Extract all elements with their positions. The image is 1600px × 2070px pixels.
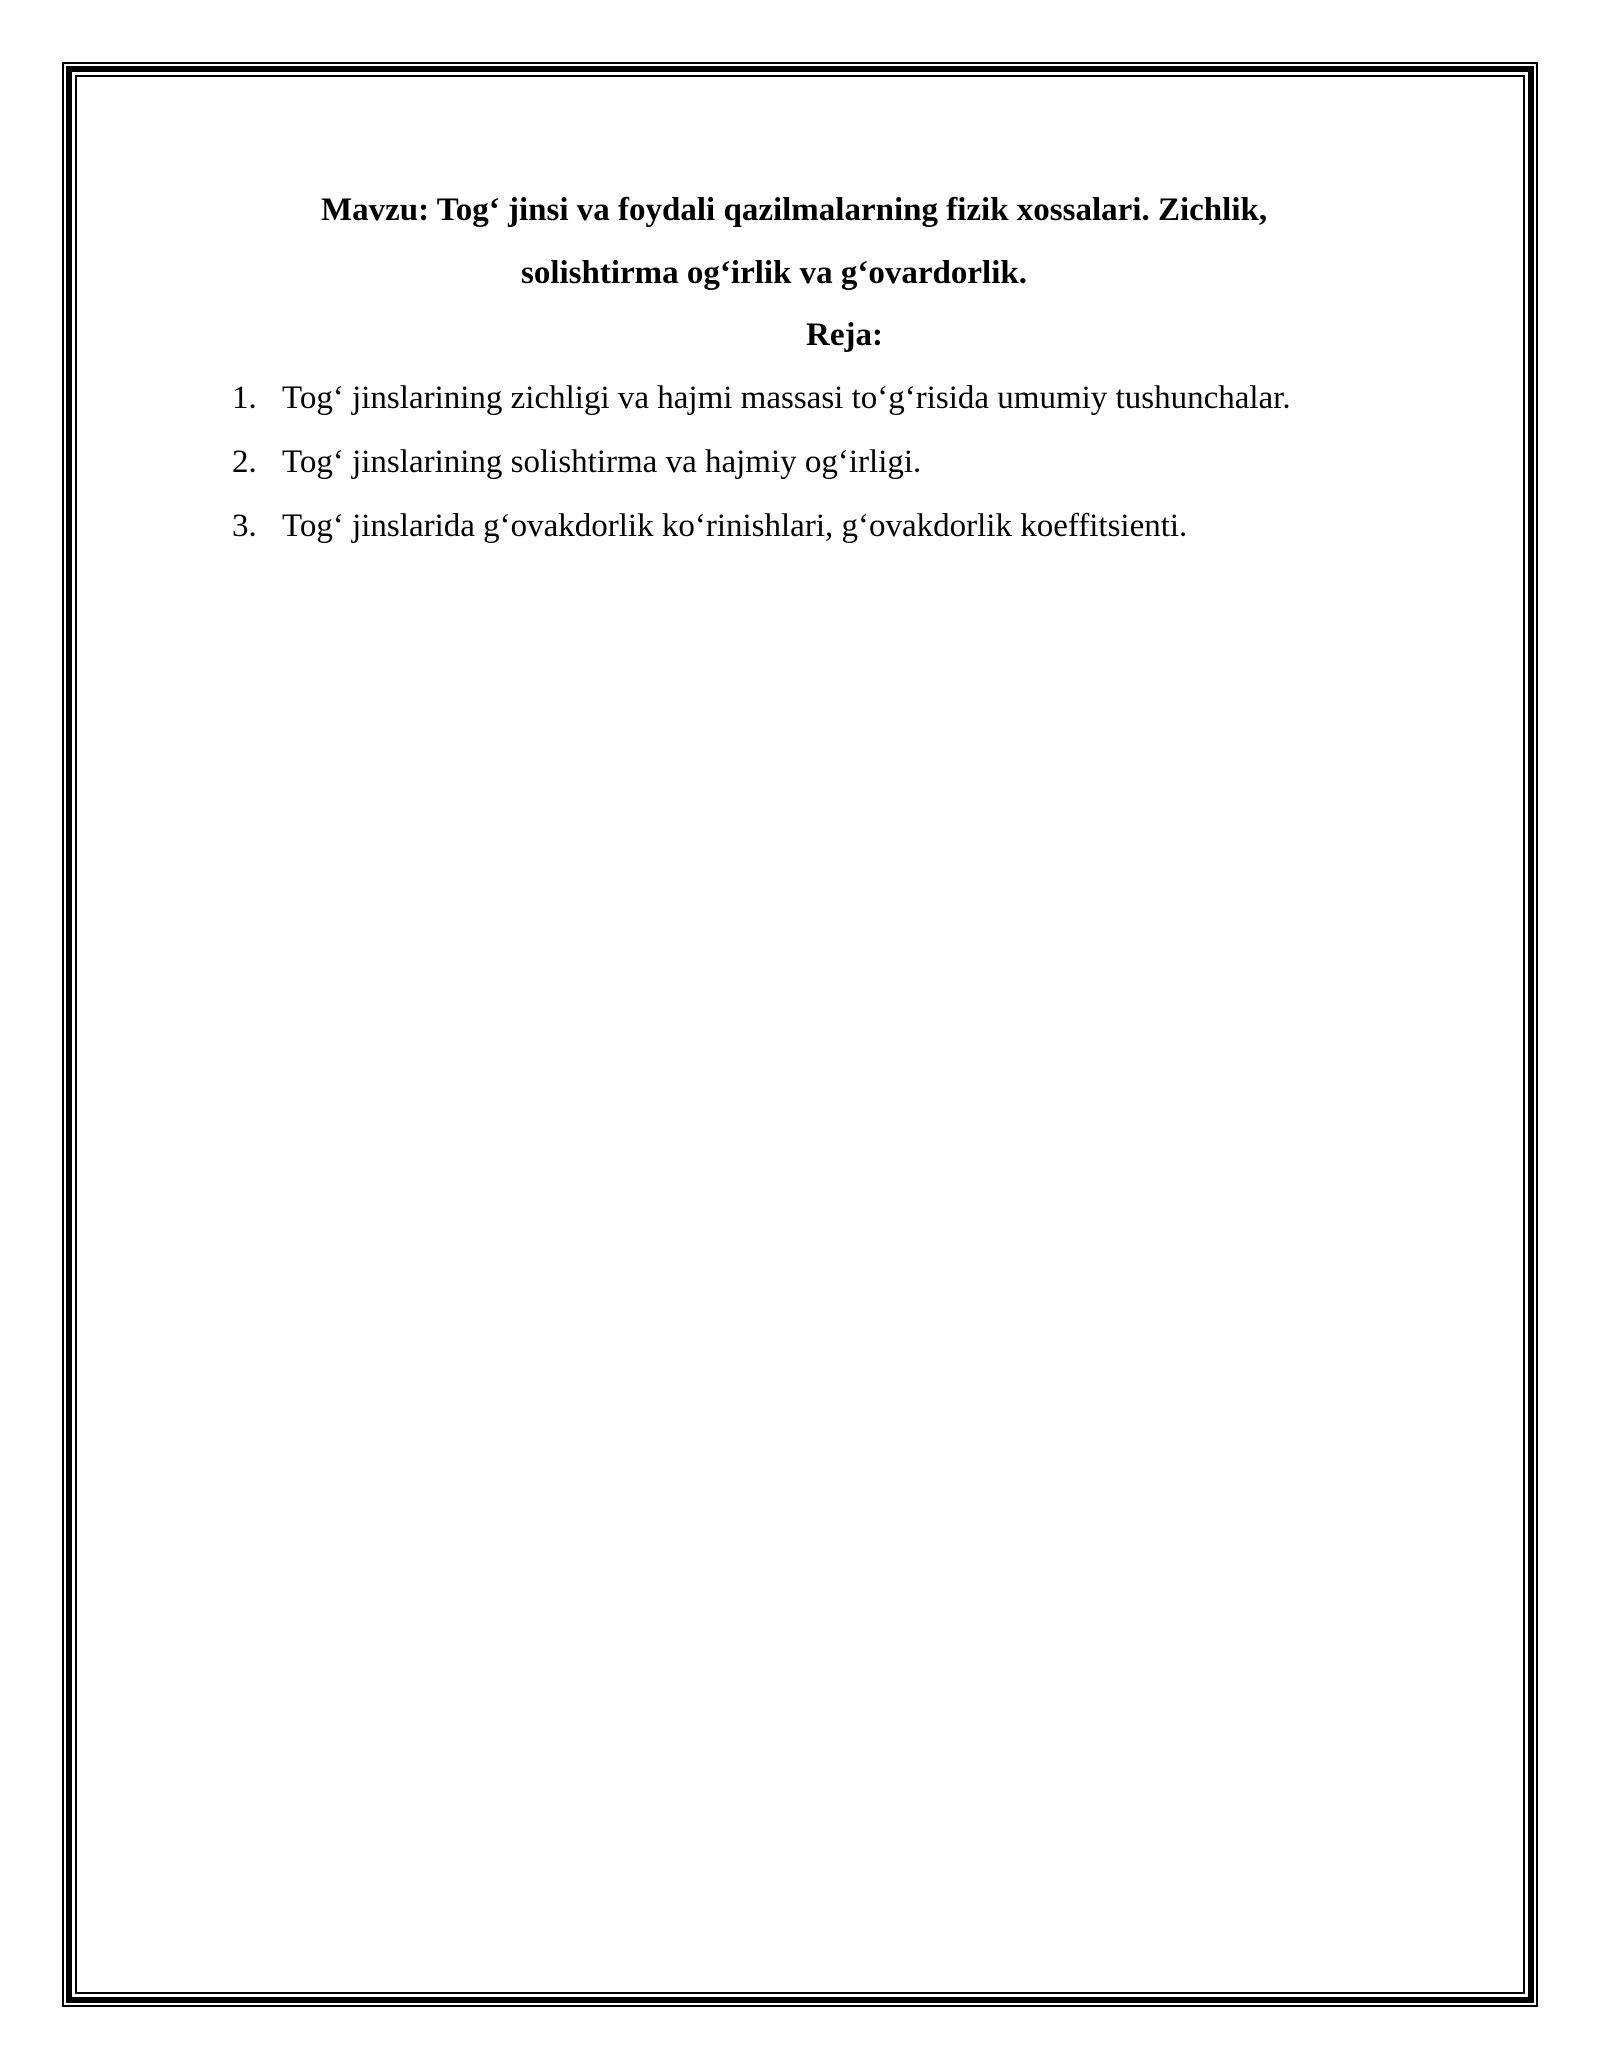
plan-item-number: 2. [232, 444, 257, 480]
plan-item [232, 378, 1291, 442]
plan-heading: Reja: [806, 317, 883, 353]
plan-item [232, 506, 1291, 570]
document-title-line-1: Mavzu: Tog‘ jinsi va foydali qazilmalarning fizik xossalari. Zichlik, [321, 192, 1268, 228]
document-title-line-2: solishtirma og‘irlik va g‘ovardorlik. [521, 255, 1027, 291]
plan-item-text: Tog‘ jinslarining solishtirma va hajmiy og‘irligi. [282, 444, 922, 480]
plan-item-text: Tog‘ jinslarida g‘ovakdorlik ko‘rinishlari, g‘ovakdorlik koeffitsienti. [282, 508, 1188, 544]
plan-item-number: 1. [232, 380, 257, 416]
plan-item-number: 3. [232, 508, 257, 544]
plan-list [232, 378, 1291, 570]
plan-item-text: Tog‘ jinslarining zichligi va hajmi massasi to‘g‘risida umumiy tushunchalar. [282, 380, 1291, 416]
plan-item [232, 442, 1291, 506]
page-border-inner [75, 75, 1525, 1994]
